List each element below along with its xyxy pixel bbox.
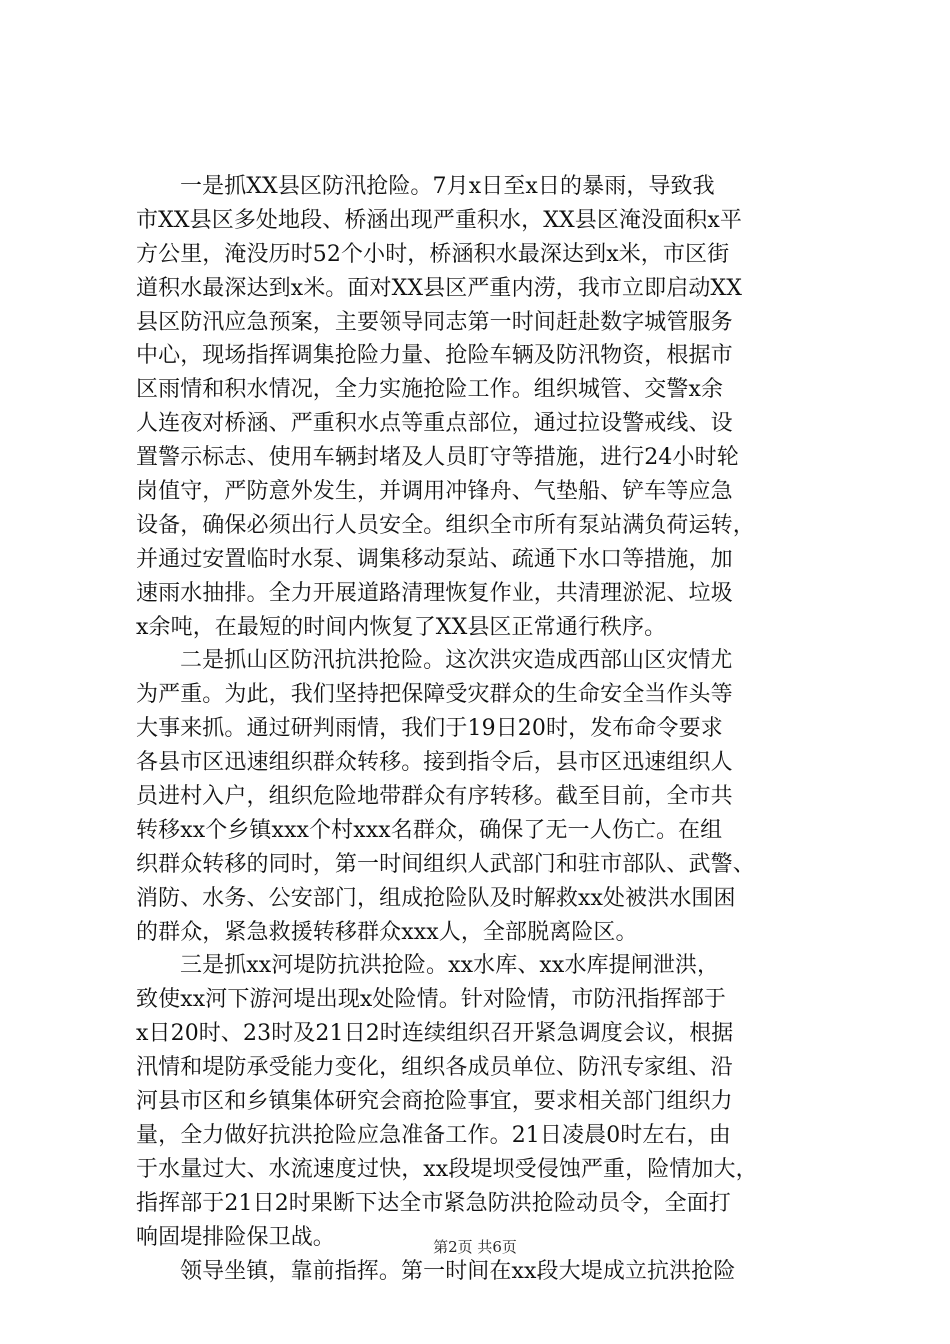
paragraph-line: 设备，确保必须出行人员安全。组织全市所有泵站满负荷运转， xyxy=(136,512,755,538)
paragraph-line: 员进村入户，组织危险地带群众有序转移。截至目前，全市共 xyxy=(136,784,733,810)
paragraph-line: 汛情和堤防承受能力变化，组织各成员单位、防汛专家组、沿 xyxy=(136,1055,733,1081)
paragraph-line: 市XX县区多处地段、桥涵出现严重积水，XX县区淹没面积x平 xyxy=(136,207,742,233)
paragraph-line: 道积水最深达到x米。面对XX县区严重内涝，我市立即启动XX xyxy=(136,275,742,301)
paragraph-line: 岗值守，严防意外发生，并调用冲锋舟、气垫船、铲车等应急 xyxy=(136,479,733,505)
paragraph-line: 并通过安置临时水泵、调集移动泵站、疏通下水口等措施，加 xyxy=(136,546,733,572)
paragraph-line: 置警示标志、使用车辆封堵及人员盯守等措施，进行24小时轮 xyxy=(136,445,739,471)
paragraph-line: 三是抓xx河堤防抗洪抢险。xx水库、xx水库提闸泄洪， xyxy=(180,953,720,979)
page-footer: 第2页 共6页 xyxy=(433,1238,517,1256)
paragraph-line: 二是抓山区防汛抗洪抢险。这次洪灾造成西部山区灾情尤 xyxy=(180,648,733,674)
paragraph xyxy=(136,949,826,1254)
paragraph-line: 于水量过大、水流速度过快，xx段堤坝受侵蚀严重，险情加大， xyxy=(136,1156,758,1182)
paragraph-line: 响固堤排险保卫战。 xyxy=(136,1224,335,1250)
paragraph-line: 方公里，淹没历时52个小时，桥涵积水最深达到x米，市区街 xyxy=(136,241,730,267)
paragraph-line: 量，全力做好抗洪抢险应急准备工作。21日凌晨0时左右，由 xyxy=(136,1122,731,1148)
document-body xyxy=(136,170,826,1288)
paragraph-line: 为严重。为此，我们坚持把保障受灾群众的生命安全当作头等 xyxy=(136,682,733,708)
paragraph-line: 区雨情和积水情况，全力实施抢险工作。组织城管、交警x余 xyxy=(136,377,724,403)
paragraph xyxy=(136,644,826,949)
paragraph-line: 县区防汛应急预案，主要领导同志第一时间赶赴数字城管服务 xyxy=(136,309,733,335)
paragraph xyxy=(136,1255,826,1289)
paragraph-line: 指挥部于21日2时果断下达全市紧急防洪抢险动员令，全面打 xyxy=(136,1190,731,1216)
paragraph-line: 大事来抓。通过研判雨情，我们于19日20时，发布命令要求 xyxy=(136,716,723,742)
paragraph-line: 一是抓XX县区防汛抢险。7月x日至x日的暴雨，导致我 xyxy=(180,174,715,199)
paragraph-line: 织群众转移的同时，第一时间组织人武部门和驻市部队、武警、 xyxy=(136,851,755,877)
paragraph-line: 各县市区迅速组织群众转移。接到指令后，县市区迅速组织人 xyxy=(136,750,733,776)
paragraph-line: 河县市区和乡镇集体研究会商抢险事宜，要求相关部门组织力 xyxy=(136,1089,733,1115)
paragraph-line: 消防、水务、公安部门，组成抢险队及时解救xx处被洪水围困 xyxy=(136,885,736,911)
paragraph-line: 转移xx个乡镇xxx个村xxx名群众，确保了无一人伤亡。在组 xyxy=(136,817,723,843)
paragraph-line: 致使xx河下游河堤出现x处险情。针对险情，市防汛指挥部于 xyxy=(136,987,727,1013)
paragraph xyxy=(136,170,826,644)
paragraph-line: x日20时、23时及21日2时连续组织召开紧急调度会议，根据 xyxy=(136,1021,734,1047)
paragraph-line: 中心，现场指挥调集抢险力量、抢险车辆及防汛物资，根据市 xyxy=(136,343,733,369)
paragraph-line: x余吨，在最短的时间内恢复了XX县区正常通行秩序。 xyxy=(136,614,667,640)
paragraph-line: 人连夜对桥涵、严重积水点等重点部位，通过拉设警戒线、设 xyxy=(136,411,733,437)
paragraph-line: 的群众，紧急救援转移群众xxx人，全部脱离险区。 xyxy=(136,919,638,945)
paragraph-line: 领导坐镇，靠前指挥。第一时间在xx段大堤成立抗洪抢险 xyxy=(180,1258,736,1284)
paragraph-line: 速雨水抽排。全力开展道路清理恢复作业，共清理淤泥、垃圾 xyxy=(136,580,733,606)
